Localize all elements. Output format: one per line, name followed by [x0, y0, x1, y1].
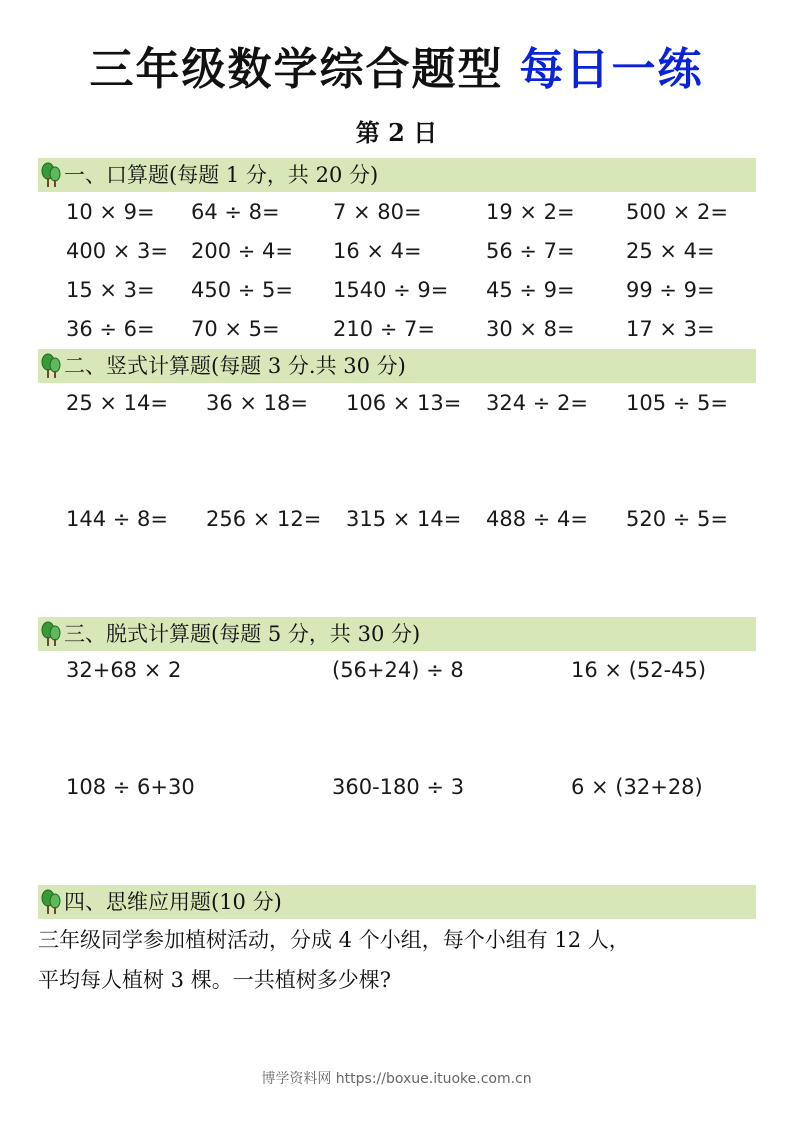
problem: 450 ÷ 5=: [191, 278, 293, 302]
problem: 15 × 3=: [66, 278, 155, 302]
problem: 144 ÷ 8=: [66, 507, 168, 531]
problem: 17 × 3=: [626, 317, 715, 341]
section-heading-text: 四、思维应用题(10 分): [64, 890, 282, 914]
problem: 106 × 13=: [346, 391, 462, 415]
problem: 324 ÷ 2=: [486, 391, 588, 415]
problem: (56+24) ÷ 8: [332, 658, 464, 682]
word-problem-line: 平均每人植树 3 棵。一共植树多少棵?: [38, 968, 391, 992]
day-label: 第 2 日: [355, 118, 438, 147]
section-heading-text: 三、脱式计算题(每题 5 分，共 30 分): [64, 622, 421, 646]
worksheet-title: [0, 40, 793, 100]
problem: 315 × 14=: [346, 507, 462, 531]
problem: 70 × 5=: [191, 317, 280, 341]
problem: 16 × (52-45): [571, 658, 707, 682]
problem: 360-180 ÷ 3: [332, 775, 465, 799]
tree-icon: [40, 162, 62, 188]
problem: 10 × 9=: [66, 200, 155, 224]
problem: 56 ÷ 7=: [486, 239, 575, 263]
problem: 25 × 14=: [66, 391, 168, 415]
problem: 25 × 4=: [626, 239, 715, 263]
problem: 200 ÷ 4=: [191, 239, 293, 263]
problem: 45 ÷ 9=: [486, 278, 575, 302]
problem: 105 ÷ 5=: [626, 391, 728, 415]
problem: 36 ÷ 6=: [66, 317, 155, 341]
title-sub: 每日一练: [519, 44, 704, 95]
problem: 32+68 × 2: [66, 658, 182, 682]
title-main: 三年级数学综合题型: [89, 44, 504, 95]
tree-icon: [40, 621, 62, 647]
tree-icon: [40, 353, 62, 379]
problem: 108 ÷ 6+30: [66, 775, 195, 799]
section-heading-vertical: [38, 349, 756, 383]
problem: 36 × 18=: [206, 391, 308, 415]
problem: 488 ÷ 4=: [486, 507, 588, 531]
problem: 256 × 12=: [206, 507, 322, 531]
problem: 500 × 2=: [626, 200, 728, 224]
problem: 1540 ÷ 9=: [333, 278, 449, 302]
problem: 30 × 8=: [486, 317, 575, 341]
problem: 16 × 4=: [333, 239, 422, 263]
problem: 400 × 3=: [66, 239, 168, 263]
problem: 19 × 2=: [486, 200, 575, 224]
tree-icon: [40, 889, 62, 915]
word-problem-line: 三年级同学参加植树活动，分成 4 个小组，每个小组有 12 人，: [38, 928, 630, 952]
section-heading-application: [38, 885, 756, 919]
problem: 6 × (32+28): [571, 775, 703, 799]
problem: 520 ÷ 5=: [626, 507, 728, 531]
section-heading-text: 二、竖式计算题(每题 3 分.共 30 分): [64, 354, 406, 378]
section-heading-text: 一、口算题(每题 1 分，共 20 分): [64, 163, 379, 187]
section-heading-stepwise: [38, 617, 756, 651]
section-heading-oral: [38, 158, 756, 192]
problem: 210 ÷ 7=: [333, 317, 435, 341]
problem: 7 × 80=: [333, 200, 422, 224]
footer-watermark: 博学资料网 https://boxue.ituoke.com.cn: [261, 1071, 532, 1087]
problem: 99 ÷ 9=: [626, 278, 715, 302]
problem: 64 ÷ 8=: [191, 200, 280, 224]
